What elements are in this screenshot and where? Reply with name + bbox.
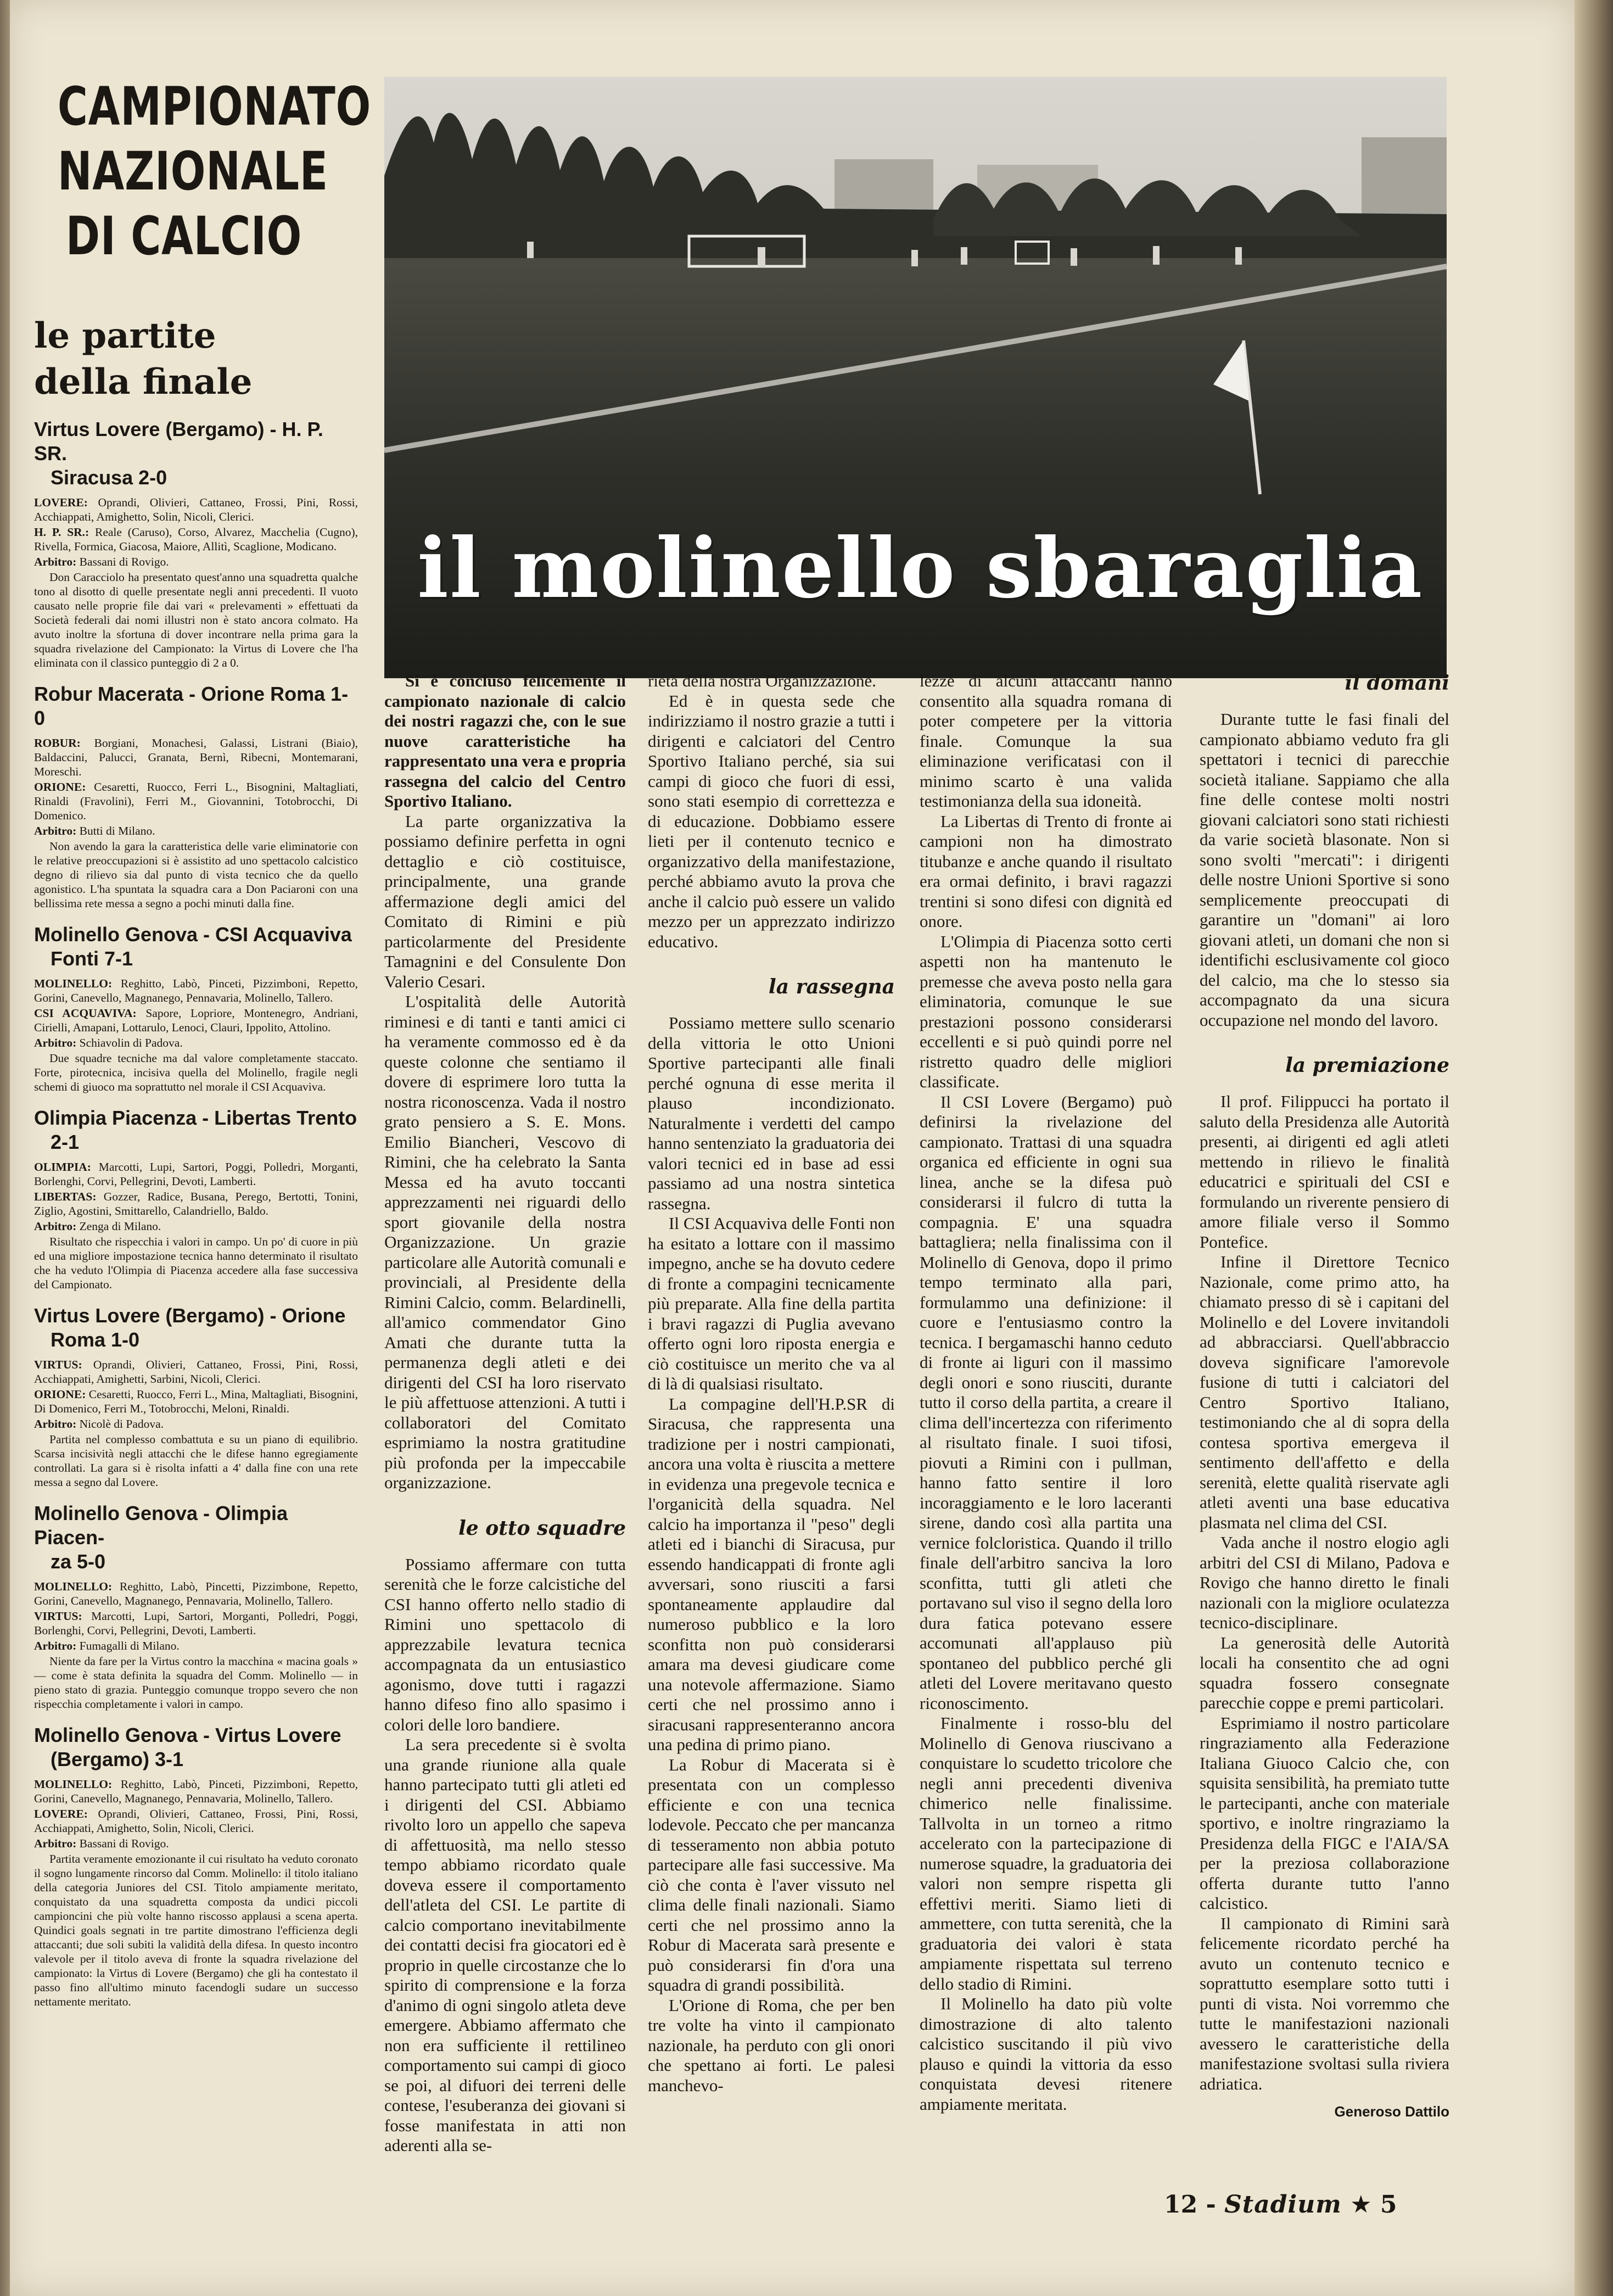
referee xyxy=(34,1036,358,1050)
article-column-1 xyxy=(384,671,626,2156)
article-paragraph: La Libertas di Trento di fronte ai campioni non ha dimostrato titubanze e anche quando il risultato era ormai definito, i bravi ragazzi trentini si sono difesi con dignità ed onore. xyxy=(920,811,1172,931)
referee xyxy=(34,1219,358,1233)
magazine-name: Stadium xyxy=(1224,2191,1342,2219)
match-title xyxy=(34,682,358,730)
article-paragraph: L'Orione di Roma, che per ben tre volte ha vinto il campionato nazionale, ha perduto con gli onori che spettano ai forti. Le palesi manchevo- xyxy=(648,1995,895,2095)
match-summary: Partita nel complesso combattuta e su un piano di equilibrio. Scarsa incisività negli attacchi che le difese hanno egregiamente controllati. La gara si è risolta infatti a 4' dalla fine con una rete messa a segno dal Lovere. xyxy=(34,1433,358,1489)
article-paragraph: Il CSI Lovere (Bergamo) può definirsi la rivelazione del campionato. Trattasi di una squadra organica ed efficiente in ogni sua linea, anche se la difesa può considerarsi il fulcro di tutta la compagnia. E' una squadra battagliera; nella finalissima con il Molinello di Genova, dopo il primo tempo terminato alla pari, formulammo una definizione: il cuore e l'entusiasmo contro la tecnica. I bergamaschi hanno ceduto di fronte ai liguri con il massimo degli onori e sono riusciti, durante tutto il corso della partita, a creare il clima dell'incertezza con riferimento al risultato finale. I suoi tifosi, piovuti a Rimini con i pullman, hanno fatto sentire il loro incoraggiamento e le loro laceranti sirene, dando così alla partita una vernice folcloristica. Quando il trillo finale dell'arbitro sanciva la loro sconfitta, tutti gli atleti che portavano sul viso il segno della loro dura fatica potevano essere accomunati all'applauso più spontaneo del pubblico perché gli atleti del Lovere meritavano questo riconoscimento. xyxy=(920,1092,1172,1713)
lineup-label: ROBUR: xyxy=(34,736,81,750)
lineup-players: Gozzer, Radice, Busana, Perego, Bertotti, Tonini, Ziglio, Agostini, Smittarello, Calandriello, Baldo. xyxy=(34,1190,358,1217)
article-paragraph: Possiamo affermare con tutta serenità che le forze calcistiche del CSI hanno offerto nello stadio di Rimini uno spettacolo di apprezzabile levatura tecnica accompagnata da un entusiastico agonismo, dove tutti i ragazzi hanno difeso fino allo spasimo i colori delle loro bandiere. xyxy=(384,1554,626,1734)
match-summary: Non avendo la gara la caratteristica delle varie eliminatorie con le relative preoccupazioni si è assistito ad uno spettacolo calcistico degno di rilievo sia dal punto di vista tecnico che da quello agonistico. L'ha spuntata la squadra cara a Don Paciaroni con una bellissima rete messa a segno a pochi minuti dalla fine. xyxy=(34,840,358,910)
lineup xyxy=(34,1609,358,1638)
article-paragraph: Il Molinello ha dato più volte dimostrazione di alto talento calcistico suscitando il più vivo plauso e quindi la vittoria da esso conquistata devesi ritenere ampiamente meritata. xyxy=(920,1994,1172,2114)
article-paragraph: La parte organizzativa la possiamo definire perfetta in ogni dettaglio e ciò costituisce, principalmente, una grande affermazione degli amici del Comitato di Rimini e più particolarmente del Presidente Tamagnini e del Consulente Don Valerio Cesari. xyxy=(384,811,626,991)
lineup xyxy=(34,1387,358,1416)
match-report xyxy=(34,1723,358,2009)
referee-label: Arbitro: xyxy=(34,1417,77,1431)
article-paragraph: La compagine dell'H.P.SR di Siracusa, che rappresenta una tradizione per i nostri campionati, ancora una volta è riuscita a mettere in evidenza una pregevole tecnica e l'organicità della squadra. Nel calcio ha importanza il "peso" degli atleti ed i bianchi di Siracusa, pur essendo handicappati di fronte agli avversari, sono riusciti a farsi spontaneamente applaudire dal numeroso pubblico e la loro sconfitta non può considerarsi amara ma devesi giudicare come una notevole affermazione. Siamo certi che nel prossimo anno i siracusani rappresenteranno ancora una pedina di primo piano. xyxy=(648,1394,895,1754)
lineup-label: ORIONE: xyxy=(34,1388,86,1401)
lineup-players: Oprandi, Olivieri, Cattaneo, Frossi, Pini, Rossi, Acchiappati, Amighetto, Solin, Nicoli, Clerici. xyxy=(34,1807,358,1835)
article-paragraph: L'Olimpia di Piacenza sotto certi aspetti non ha mantenuto le premesse che aveva posto nella gara eliminatoria, comunque le sue prestazioni possono considerarsi eccellenti e si può quindi porre nel ristretto quadro delle migliori classificate. xyxy=(920,931,1172,1091)
article-column-3 xyxy=(920,671,1172,2114)
match-title-line: Olimpia Piacenza - Libertas Trento xyxy=(34,1107,357,1129)
star-icon: ★ xyxy=(1350,2191,1372,2219)
article-paragraph: La Robur di Macerata si è presentata con un complesso efficiente e con una tecnica lodevole. Peccato che per mancanza di tesseramento non abbia potuto partecipare alle fasi successive. Ma ciò che conta è l'aver vissuto nel clima delle finali nazionali. Siamo certi che nel prossimo anno la Robur di Macerata sarà presente e può considerarsi fin d'ora una squadra di grandi possibilità. xyxy=(648,1755,895,1995)
article-column-2 xyxy=(648,671,895,2096)
lineup-label: OLIMPIA: xyxy=(34,1160,91,1174)
match-summary: Due squadre tecniche ma dal valore completamente staccato. Forte, pirotecnica, incisiva quella del Molinello, fragile negli schemi di giuoco ma soprattutto nel morale il CSI Acquaviva. xyxy=(34,1052,358,1093)
referee-label: Arbitro: xyxy=(34,1639,77,1652)
lineup-players: Cesaretti, Ruocco, Ferri L., Bisognini, Maltagliati, Rinaldi (Fravolini), Ferri M., Giovannini, Totobrocchi, Di Domenico. xyxy=(34,780,358,822)
lineup xyxy=(34,1160,358,1188)
referee-name: Bassani di Rovigo. xyxy=(76,1837,169,1850)
lineup xyxy=(34,495,358,524)
article-paragraph: La generosità delle Autorità locali ha consentito che ad ogni squadra fossero consegnate parecchie coppe e premi particolari. xyxy=(1200,1633,1449,1712)
match-title xyxy=(34,1106,358,1154)
lineup-players: Marcotti, Lupi, Sartori, Poggi, Polledri, Morganti, Borlenghi, Corvi, Pellegrini, Devoti, Lamberti. xyxy=(34,1160,358,1188)
title-line-2: NAZIONALE xyxy=(57,141,328,202)
lineup-players: Borgiani, Monachesi, Galassi, Listrani (Biaio), Baldaccini, Palucci, Granata, Bernì, Ribecni, Montemarani, Moreschi. xyxy=(34,736,358,778)
section-heading-otto-squadre: le otto squadre xyxy=(458,1516,626,1540)
author-signature: Generoso Dattilo xyxy=(1334,2103,1449,2120)
article-paragraph: Esprimiamo il nostro particolare ringraziamento alla Federazione Italiana Giuoco Calcio che, con squisita sensibilità, ha premiato tutte le partecipanti, anche con materiale sportivo, e inoltre ringraziamo la Presidenza della FIGC e l'AIA/SA per la preziosa collaborazione offerta durante tutto l'anno calcistico. xyxy=(1200,1713,1449,1913)
section-subtitle xyxy=(34,313,341,405)
lineup-label: LOVERE: xyxy=(34,1807,88,1820)
referee-label: Arbitro: xyxy=(34,555,77,568)
referee-name: Bassani di Rovigo. xyxy=(76,555,169,568)
lineup-players: Reale (Caruso), Corso, Alvarez, Macchelia (Cugno), Rivella, Formica, Giacosa, Maiore, Allitì, Scaglione, Modicano. xyxy=(34,526,358,553)
referee xyxy=(34,1836,358,1851)
lineup-players: Reghitto, Labò, Pincetti, Pizzimbone, Repetto, Gorini, Canevello, Magnanego, Pennavaria, Molinello, Tallero. xyxy=(34,1580,358,1607)
lineup xyxy=(34,780,358,823)
article-paragraph: Finalmente i rosso-blu del Molinello di Genova riuscivano a conquistare lo scudetto tricolore che negli anni precedenti diveniva chimerico nelle finalissime. Tallvolta in un torneo a ritmo accelerato con la partecipazione di numerose squadre, la graduatoria dei valori non sempre rispetta gli effettivi meriti. Siamo lieti di ammettere, con tutta serenità, che la graduatoria dei valori è stata ampiamente rispettata sul terreno dello stadio di Rimini. xyxy=(920,1713,1172,1993)
page-number-right: 5 xyxy=(1380,2191,1397,2219)
lineup xyxy=(34,736,358,779)
title-line-1: CAMPIONATO xyxy=(57,76,372,137)
referee-label: Arbitro: xyxy=(34,1036,77,1049)
section-heading-rassegna: la rassegna xyxy=(769,975,895,998)
lineup xyxy=(34,525,358,554)
lineup-label: CSI ACQUAVIVA: xyxy=(34,1007,137,1020)
match-title-line: Fonti 7-1 xyxy=(51,947,133,970)
match-report xyxy=(34,923,358,1094)
page-footer xyxy=(1164,2188,1449,2221)
article-paragraph: rietà della nostra Organizzazione. xyxy=(648,671,877,690)
article-paragraph: Vada anche il nostro elogio agli arbitri del CSI di Milano, Padova e Rovigo che hanno diretto le finali nazionali con la migliore oculatezza tecnico-disciplinare. xyxy=(1200,1533,1449,1632)
article-headline: il molinello sbaraglia xyxy=(417,520,1424,617)
referee-name: Fumagalli di Milano. xyxy=(76,1639,180,1652)
lineup-players: Oprandi, Olivieri, Cattaneo, Frossi, Pini, Rossi, Acchiappati, Amighetto, Solin, Nicoli, Clerici. xyxy=(34,496,358,523)
match-report xyxy=(34,1304,358,1489)
article-paragraph: lezze di alcuni attaccanti hanno consentito alla squadra romana di poter competere per la vittoria finale. Comunque la sua eliminazione verificatasi con il minimo scarto è una valida testimonianza della sua idoneità. xyxy=(920,671,1172,811)
lineup xyxy=(34,1777,358,1806)
referee-name: Butti di Milano. xyxy=(76,824,155,837)
article-paragraph: Il CSI Acquaviva delle Fonti non ha esitato a lottare con il massimo impegno, anche se ha dovuto cedere di fronte a compagini tecnicamente più preparate. Alla fine della partita i bravi ragazzi di Puglia avevano offerto ogni loro riposta energia e ciò costituisce un merito che va al di là di qualsiasi risultato. xyxy=(648,1214,895,1393)
lineup-label: MOLINELLO: xyxy=(34,1580,113,1593)
lineup-label: LIBERTAS: xyxy=(34,1190,97,1203)
lineup-label: VIRTUS: xyxy=(34,1610,82,1623)
lineup-label: H. P. SR.: xyxy=(34,526,89,539)
match-title-line: Molinello Genova - Virtus Lovere xyxy=(34,1724,341,1746)
lineup-label: MOLINELLO: xyxy=(34,977,113,990)
referee-label: Arbitro: xyxy=(34,1837,77,1850)
match-title-line: Virtus Lovere (Bergamo) - H. P. SR. xyxy=(34,418,323,465)
binding-edge-right xyxy=(1575,0,1613,2296)
match-title xyxy=(34,417,358,490)
subtitle-line-2: della finale xyxy=(34,361,253,403)
page-number-left: 12 - xyxy=(1164,2191,1216,2219)
match-report xyxy=(34,682,358,910)
title-line-3: DI CALCIO xyxy=(65,205,303,267)
lineup xyxy=(34,1807,358,1835)
referee-label: Arbitro: xyxy=(34,1220,77,1233)
match-summary: Don Caracciolo ha presentato quest'anno una squadretta qualche tono al disotto di quelle presentate negli anni precedenti. Il vuoto causato nelle proprie file dai vari « prelevamenti » effettuati da Società federali dai nomi illustri non è stato ancora colmato. Ha avuto inoltre la sfortuna di dover incontrare nella prima gara la squadra rivelazione del Campionato: la Virtus di Lovere che l'ha eliminata con il classico punteggio di 2 a 0. xyxy=(34,571,358,669)
lineup-players: Cesaretti, Ruocco, Ferri L., Mina, Maltagliati, Bisognini, Di Domenico, Ferri M., Totobrocchi, Meloni, Rinaldi. xyxy=(34,1388,358,1415)
article-paragraph: La sera precedente si è svolta una grande riunione alla quale hanno partecipato tutti gli atleti ed i dirigenti del CSI. Abbiamo rivolto loro un appello che sapeva di affettuosità, ma nello stesso tempo abbiamo ricordato quale doveva essere il comportamento dell'atleta del CSI. Le partite di calcio comportano inevitabilmente dei contatti decisi fra giocatori ed è proprio in quelle circostanze che lo spirito di comprensione e la forza d'animo di ogni singolo atleta deve emergere. Abbiamo affermato che non era sufficiente il rettilineo comportamento sui campi di gioco se poi, al difuori dei terreni delle contese, l'esuberanza dei giovani si fosse manifestata in atti non aderenti alla se- xyxy=(384,1735,626,2155)
referee xyxy=(34,1639,358,1653)
lineup xyxy=(34,1579,358,1608)
referee-name: Schiavolin di Padova. xyxy=(76,1036,183,1049)
match-title-line: Siracusa 2-0 xyxy=(51,466,167,489)
match-title xyxy=(34,1304,358,1352)
section-title xyxy=(22,74,372,269)
section-heading-premiazione: la premiazione xyxy=(1285,1054,1449,1077)
section-heading-domani: il domani xyxy=(1345,672,1449,695)
match-title-line: Molinello Genova - CSI Acquaviva xyxy=(34,923,352,946)
referee-name: Nicolè di Padova. xyxy=(76,1417,164,1431)
article-column-4 xyxy=(1200,671,1449,2122)
article-paragraph: Infine il Direttore Tecnico Nazionale, come primo atto, ha chiamato presso di sè i capitani del Molinello e del Lovere invitandoli ad abbracciarsi. Quell'abbraccio doveva significare l'amorevole fusione di tutti i calciatori del Centro Sportivo Italiano, testimoniando che al di sopra della contesa sportiva emergeva il sentimento dell'affetto e della serenità, elette qualità riservate agli atleti aventi una base educativa plasmata nel clima del CSI. xyxy=(1200,1252,1449,1532)
lineup-players: Reghitto, Labò, Pinceti, Pizzimboni, Repetto, Gorini, Canevello, Magnanego, Pennavaria, Molinello, Tallero. xyxy=(34,1778,358,1805)
match-report xyxy=(34,1501,358,1711)
lineup-label: ORIONE: xyxy=(34,780,86,794)
lineup-players: Sapore, Lopriore, Montenegro, Andriani, Cirielli, Amapani, Lottarulo, Lenoci, Clauri, Ippolito, Attolino. xyxy=(34,1007,358,1034)
match-report xyxy=(34,1106,358,1292)
match-title-line: Molinello Genova - Olimpia Piacen- xyxy=(34,1502,288,1549)
match-title xyxy=(34,1723,358,1772)
article-paragraph: L'ospitalità delle Autorità riminesi e di tanti e tanti amici ci ha veramente commosso ed è da queste colonne che sentiamo il dovere di esprimere loro tutta la nostra riconoscenza. Vada il nostro grato pensiero a S. E. Mons. Emilio Biancheri, Vescovo di Rimini, che ha celebrato la Santa Messa ed ha avuto toccanti apprezzamenti nei riguardi dello sport giovanile della nostra Organizzazione. Un grazie particolare alle Autorità comunali e provinciali, al Presidente della Rimini Calcio, comm. Belardinelli, all'amico commendator Gino Amati che durante tutta la permanenza degli atleti e dei dirigenti del CSI ha loro riservato le più affettuose attenzioni. A tutti i collaboratori del Comitato esprimiamo la nostra gratitudine più profonda per la impeccabile organizzazione. xyxy=(384,992,626,1492)
article-paragraph: Il prof. Filippucci ha portato il saluto della Presidenza alle Autorità presenti, ai dirigenti ed agli atleti mettendo in rilievo le finalità educatrici e spirituali del CSI e formulando un riverente pensiero di amore filiale verso il Sommo Pontefice. xyxy=(1200,1092,1449,1252)
referee xyxy=(34,555,358,569)
subtitle-line-1: le partite xyxy=(34,315,216,356)
match-title-line: za 5-0 xyxy=(51,1550,106,1573)
match-title-line: Virtus Lovere (Bergamo) - Orione xyxy=(34,1304,346,1327)
match-summary: Partita veramente emozionante il cui risultato ha veduto coronato il sogno lungamente rincorso dal Comm. Molinello: il titolo italiano della categoria Juniores del CSI. Titolo ampiamente meritato, conquistato da una squadretta composta da undici piccoli campioncini che più volte hanno riscosso applausi a scena aperta. Quindici goals segnati in tre partite dimostrano l'efficienza degli attaccanti; due soli subiti la validità della difesa. In questo incontro valevole per il titolo aveva di fronte la squadra rivelazione del campionato: la Virtus di Lovere (Bergamo) che gli ha contestato il passo fino all'ultimo minuto facendogli sudare un successo nettamente meritato. xyxy=(34,1852,358,2008)
lineup-label: LOVERE: xyxy=(34,496,88,509)
article-paragraph: Ed è in questa sede che indirizziamo il nostro grazie a tutti i dirigenti e calciatori del Centro Sportivo Italiano perché, sia sui campi di gioco che fuori di essi, sono stati esempio di correttezza e di educazione. Dobbiamo essere lieti per il contenuto tecnico e organizzativo della manifestazione, perché abbiamo avuto la prova che anche il calcio può essere un valido mezzo per un apprezzato indirizzo educativo. xyxy=(648,691,895,951)
lineup xyxy=(34,976,358,1005)
referee xyxy=(34,824,358,838)
match-report xyxy=(34,417,358,670)
match-title xyxy=(34,1501,358,1574)
referee-label: Arbitro: xyxy=(34,824,77,837)
lineup xyxy=(34,1358,358,1386)
lineup-players: Oprandi, Olivieri, Cattaneo, Frossi, Pini, Rossi, Acchiappati, Amighetti, Sarbini, Nicoli, Clerici. xyxy=(34,1358,358,1386)
match-reports xyxy=(34,417,358,2021)
match-title-line: 2-1 xyxy=(51,1131,80,1153)
lineup-players: Marcotti, Lupi, Sartori, Morganti, Polledri, Poggi, Borlenghi, Corvi, Pellegrini, Devoti, Lamberti. xyxy=(34,1610,358,1637)
match-summary: Niente da fare per la Virtus contro la macchina « macina goals » — come è stata definita la squadra del Comm. Molinello — in pieno stato di grazia. Punteggio comunque troppo severo che non rispecchia completamente i valori in campo. xyxy=(34,1655,358,1711)
referee xyxy=(34,1417,358,1431)
match-title-line: Robur Macerata - Orione Roma 1-0 xyxy=(34,683,349,729)
lineup-label: VIRTUS: xyxy=(34,1358,82,1371)
article-lead: Si è concluso felicemente il campionato nazionale di calcio dei nostri ragazzi che, con le sue nuove caratteristiche ha rappresentato una vera e propria rassegna del calcio del Centro Sportivo Italiano. xyxy=(384,671,626,811)
match-summary: Risultato che rispecchia i valori in campo. Un po' di cuore in più ed una migliore impostazione tecnica hanno determinato il risultato che ha veduto l'Olimpia di Piacenza accedere alla fase successiva del Campionato. xyxy=(34,1235,358,1291)
lineup xyxy=(34,1006,358,1035)
lineup-players: Reghitto, Labò, Pinceti, Pizzimboni, Repetto, Gorini, Canevello, Magnanego, Pennavaria, Molinello, Tallero. xyxy=(34,977,358,1004)
match-title-line: (Bergamo) 3-1 xyxy=(51,1748,184,1770)
lineup-label: MOLINELLO: xyxy=(34,1778,113,1791)
match-title xyxy=(34,923,358,971)
article-paragraph: Il campionato di Rimini sarà felicemente ricordato perché ha avuto un contenuto tecnico e soprattutto esemplare sotto tutti i punti di vista. Noi vorremmo che tutte le manifestazioni nazionali avessero le caratteristiche della manifestazione svoltasi sulla riviera adriatica. xyxy=(1200,1913,1449,2093)
lineup xyxy=(34,1189,358,1218)
match-title-line: Roma 1-0 xyxy=(51,1328,140,1351)
referee-name: Zenga di Milano. xyxy=(76,1220,161,1233)
article-paragraph: Durante tutte le fasi finali del campionato abbiamo veduto fra gli spettatori i tecnici di parecchie società italiane. Sappiamo che alla fine delle contese molti nostri giovani calciatori sono stati richiesti da varie società blasonate. Non si sono svolti "mercati": i dirigenti delle nostre Unioni Sportive si sono semplicemente preoccupati di garantire un "domani" ai loro giovani atleti, un domani che non si identifichi esclusivamente col gioco del calcio, ma che lo stesso sia accompagnato da una sicura occupazione nel mondo del lavoro. xyxy=(1200,710,1449,1030)
article-paragraph: Possiamo mettere sullo scenario della vittoria le otto Unioni Sportive partecipanti alle finali perché ognuna di esse merita il plauso incondizionato. Naturalmente i verdetti del campo hanno sentenziato la graduatoria dei valori tecnici ed in base ad essi passiamo ad una nostra sintetica rassegna. xyxy=(648,1013,895,1213)
